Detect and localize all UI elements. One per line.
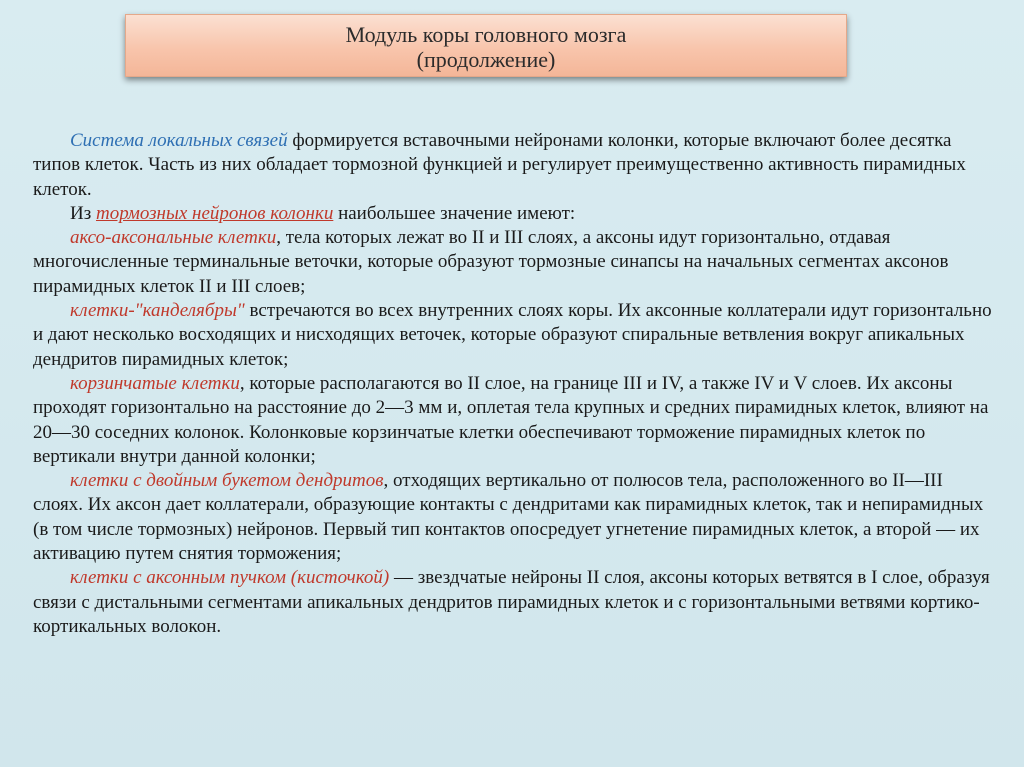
title-line-1: Модуль коры головного мозга bbox=[345, 22, 627, 47]
term-basket: корзинчатые клетки bbox=[70, 372, 240, 394]
paragraph-prefix: Из bbox=[70, 202, 96, 224]
term-inhibitory-neurons: тормозных нейронов колонки bbox=[95, 202, 334, 224]
term-axon-bundle: клетки с аксонным пучком (кисточкой) bbox=[70, 567, 390, 589]
paragraph-text: , тела которых лежат во II и III слоях, а аксоны идут горизонтально, отдавая многочисленные терминальные веточки, которые образуют тормозные синапсы на начальных сегментах аксонов пирамидных клеток II и III слоев; bbox=[33, 227, 949, 297]
paragraph-text: , отходящих вертикально от полюсов тела, расположенного во II—III слоях. Их аксон дает коллатерали, образующие контакты с дендритами как пирамидных клеток, так и непирамидных (в том числе тормозных) нейронов. Первый тип контактов опосредует угнетение пирамидных клеток, а второй — их активацию путем снятия торможения; bbox=[33, 470, 984, 565]
term-chandelier: клетки-"канделябры" bbox=[70, 300, 245, 322]
paragraph-text: встречаются во всех внутренних слоях коры. Их аксонные коллатерали идут горизонтально и дают несколько восходящих и нисходящих веточек, которые образуют спиральные ветвления вокруг апикальных дендритов пирамидных клеток; bbox=[33, 300, 992, 370]
paragraph-double-bouquet bbox=[33, 469, 993, 566]
paragraph-text: — звездчатые нейроны II слоя, аксоны которых ветвятся в I слое, образуя связи с дистальными сегментами апикальных дендритов пирамидных клеток и с горизонтальными ветвями кортико-кортикальных волокон. bbox=[33, 567, 990, 637]
paragraph-inhibitory-neurons bbox=[33, 202, 993, 226]
paragraph-local-connections bbox=[33, 129, 993, 202]
term-local-connections: Система локальных связей bbox=[70, 130, 288, 151]
paragraph-axo-axonal bbox=[33, 226, 993, 299]
body-text bbox=[33, 129, 993, 639]
paragraph-text: наибольшее значение имеют: bbox=[333, 202, 576, 224]
paragraph-basket bbox=[33, 372, 993, 469]
title-line-2: (продолжение) bbox=[416, 47, 556, 72]
term-double-bouquet: клетки с двойным букетом дендритов bbox=[70, 470, 384, 492]
term-axo-axonal: аксо-аксональные клетки bbox=[70, 227, 277, 249]
paragraph-text: формируется вставочными нейронами колонки, которые включают более десятка типов клеток. Часть из них обладает тормозной функцией и регулирует преимущественно активность пирамидных клеток. bbox=[33, 130, 966, 200]
paragraph-text: , которые располагаются во II слое, на границе III и IV, а также IV и V слоев. Их аксоны проходят горизонтально на расстояние до 2—3 мм и, оплетая тела крупных и средних пирамидных клеток, влияют на 20—30 соседних колонок. Колонковые корзинчатые клетки обеспечивают торможение пирамидных клеток по вертикали внутри данной колонки; bbox=[33, 372, 989, 467]
title-box bbox=[125, 14, 847, 77]
paragraph-axon-bundle bbox=[33, 566, 993, 639]
paragraph-chandelier bbox=[33, 299, 993, 372]
